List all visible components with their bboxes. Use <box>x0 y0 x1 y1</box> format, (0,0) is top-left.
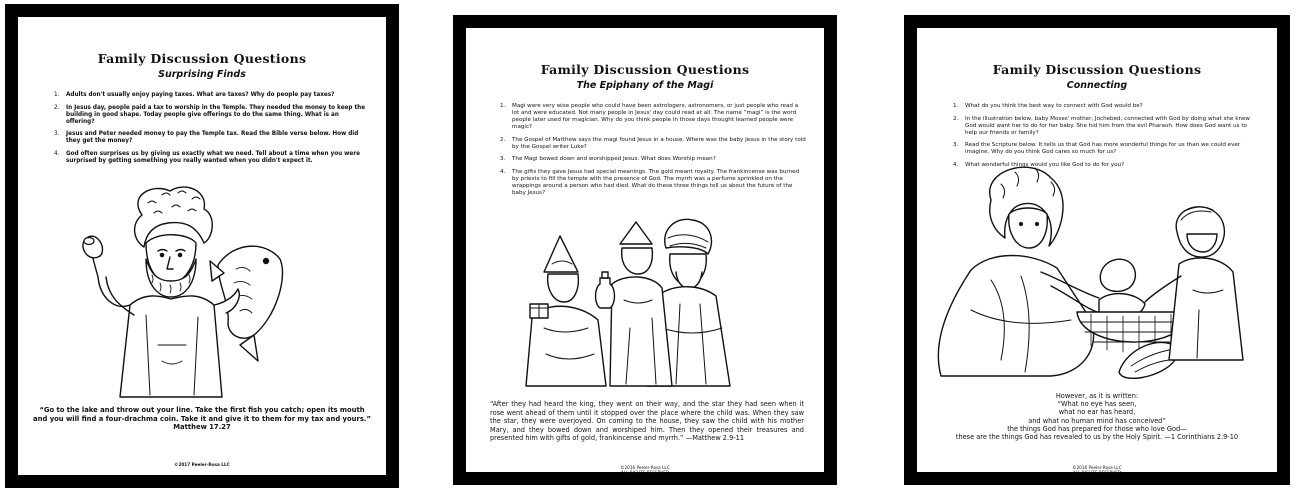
question-item <box>54 131 366 145</box>
quote-line: However, as it is written: <box>1055 392 1139 400</box>
quote-text: “Go to the lake and throw out your line. Take the first fish you catch; open its mouth and you will find a four-drachma coin. Take it and give it to them for my tax and yours.” <box>33 406 371 423</box>
question-text: Adults don't usually enjoy paying taxes. What are taxes? Why do people pay taxes? <box>66 92 335 98</box>
question-number: 1. <box>953 103 959 109</box>
question-number: 1. <box>54 92 60 98</box>
moses-basket-illustration <box>931 160 1261 380</box>
question-text: In Jesus day, people paid a tax to worship in the Temple. They needed the money to keep the building in good shape. Today people give offerings to do the same thing. What is an offering? <box>66 104 366 125</box>
question-text: The Magi bowed down and worshipped Jesus. What does Worship mean? <box>512 156 716 162</box>
quote-line: the things God has prepared for those who love God— <box>1007 424 1187 433</box>
scripture-quote <box>931 392 1263 441</box>
question-text: The Gospel of Matthew says the magi found Jesus in a house. Where was the baby Jesus in the story told by the Gospel writer Luke? <box>512 136 806 150</box>
quote-line: what no ear has heard, <box>1058 408 1136 417</box>
copyright-line: ©2016 Peeler-Rosa LLC <box>1072 465 1122 470</box>
page-content <box>917 28 1277 475</box>
question-text: Read the Scripture below. It tells us that God has more wonderful things for us than we could ever imagine. Why do you think God cares so much for us? <box>965 142 1241 155</box>
question-item <box>500 137 806 151</box>
question-number: 1. <box>500 103 506 109</box>
worksheet-connecting <box>904 15 1290 485</box>
peter-with-fish-illustration <box>58 185 298 400</box>
question-number: 3. <box>953 142 959 148</box>
question-item <box>953 116 1255 137</box>
page-subtitle: Surprising Finds <box>158 69 246 80</box>
page-subtitle: Connecting <box>1066 80 1128 91</box>
question-text: What do you think the best way to connect with God would be? <box>965 103 1143 109</box>
question-list <box>54 92 366 165</box>
page-title: Family Discussion Questions <box>540 62 750 77</box>
question-item <box>54 151 366 165</box>
three-magi-illustration <box>516 208 746 388</box>
question-number: 4. <box>953 161 959 168</box>
question-text: The gifts they gave Jesus had special meanings. The gold meant royalty. The frankincense was burned by priests to fill the temple with the presence of God. The myrrh was a perfume sprinkled on the wrappings around a person who had died. What do these three things tell us about the future of the baby Jesus? <box>512 168 800 196</box>
copyright-line: ©2016 Peeler-Rosa LLC <box>620 465 670 470</box>
question-number: 4. <box>500 168 506 175</box>
question-number: 2. <box>54 104 60 111</box>
question-list <box>500 103 806 197</box>
question-item <box>54 105 366 126</box>
question-item <box>54 92 366 99</box>
rights-line: ALL RIGHTS RESERVED <box>1072 470 1122 475</box>
question-number: 4. <box>54 150 60 157</box>
quote-line: these are the things God has revealed to us by the Holy Spirit. —1 Corinthians 2.9-10 <box>955 433 1239 442</box>
question-number: 2. <box>953 115 959 122</box>
page-subtitle: The Epiphany of the Magi <box>576 80 714 91</box>
question-number: 3. <box>54 131 60 137</box>
scripture-quote <box>490 400 804 443</box>
quote-reference: Matthew 17.27 <box>173 423 231 431</box>
question-list <box>953 103 1255 169</box>
quote-reference: —Matthew 2.9-11 <box>685 434 745 443</box>
question-text: God often surprises us by giving us exactly what we need. Tell about a time when you were surprised by getting something you really wanted when you didn't expect it. <box>66 150 360 164</box>
quote-line: “What no eye has seen, <box>1057 400 1137 409</box>
question-number: 3. <box>500 156 506 162</box>
page-title: Family Discussion Questions <box>992 62 1202 77</box>
question-item <box>500 156 806 163</box>
question-text: What wonderful things would you like God to do for you? <box>965 161 1125 168</box>
copyright <box>917 465 1277 475</box>
page-title: Family Discussion Questions <box>97 51 307 66</box>
question-item <box>500 169 806 197</box>
page-content <box>466 28 824 475</box>
question-item <box>500 103 806 131</box>
question-item <box>953 142 1255 156</box>
worksheet-surprising-finds <box>5 4 399 488</box>
question-text: In the illustration below, baby Moses' mother, Jochebed, connected with God by doing what she knew God would want her to do for her baby. She hid him from the evil Pharaoh. How does God want us to help our friends or family? <box>965 115 1250 136</box>
rights-line: ALL RIGHTS RESERVED <box>620 470 670 475</box>
quote-text: “After they had heard the king, they went on their way, and the star they had seen when it rose went ahead of them until it stopped over the place where the child was. When they saw the star, they were overjoyed. On coming to the house, they saw the child with his mother Mary, and they bowed down and worshiped him. Then they opened their treasures and presented him with gifts of gold, frankincense and myrrh.” <box>490 400 804 443</box>
question-item <box>953 103 1255 110</box>
question-text: Jesus and Peter needed money to pay the Temple tax. Read the Bible verse below. How did they get the money? <box>66 131 359 144</box>
scripture-quote <box>32 406 372 432</box>
page-content <box>18 17 386 475</box>
question-number: 2. <box>500 136 506 143</box>
copyright <box>466 465 824 475</box>
quote-line: and what no human mind has conceived” <box>1028 416 1166 425</box>
worksheet-epiphany-of-the-magi <box>453 15 837 485</box>
copyright: ©2017 Peeler-Rosa LLC <box>174 462 230 467</box>
question-text: Magi were very wise people who could have been astrologers, astronomers, or just people who read a lot and were educated. Not many people in Jesus' day could read at all. The name “magi” is the word people later used for magician. Why do you think people in those days thought learned people were magic? <box>512 103 799 130</box>
